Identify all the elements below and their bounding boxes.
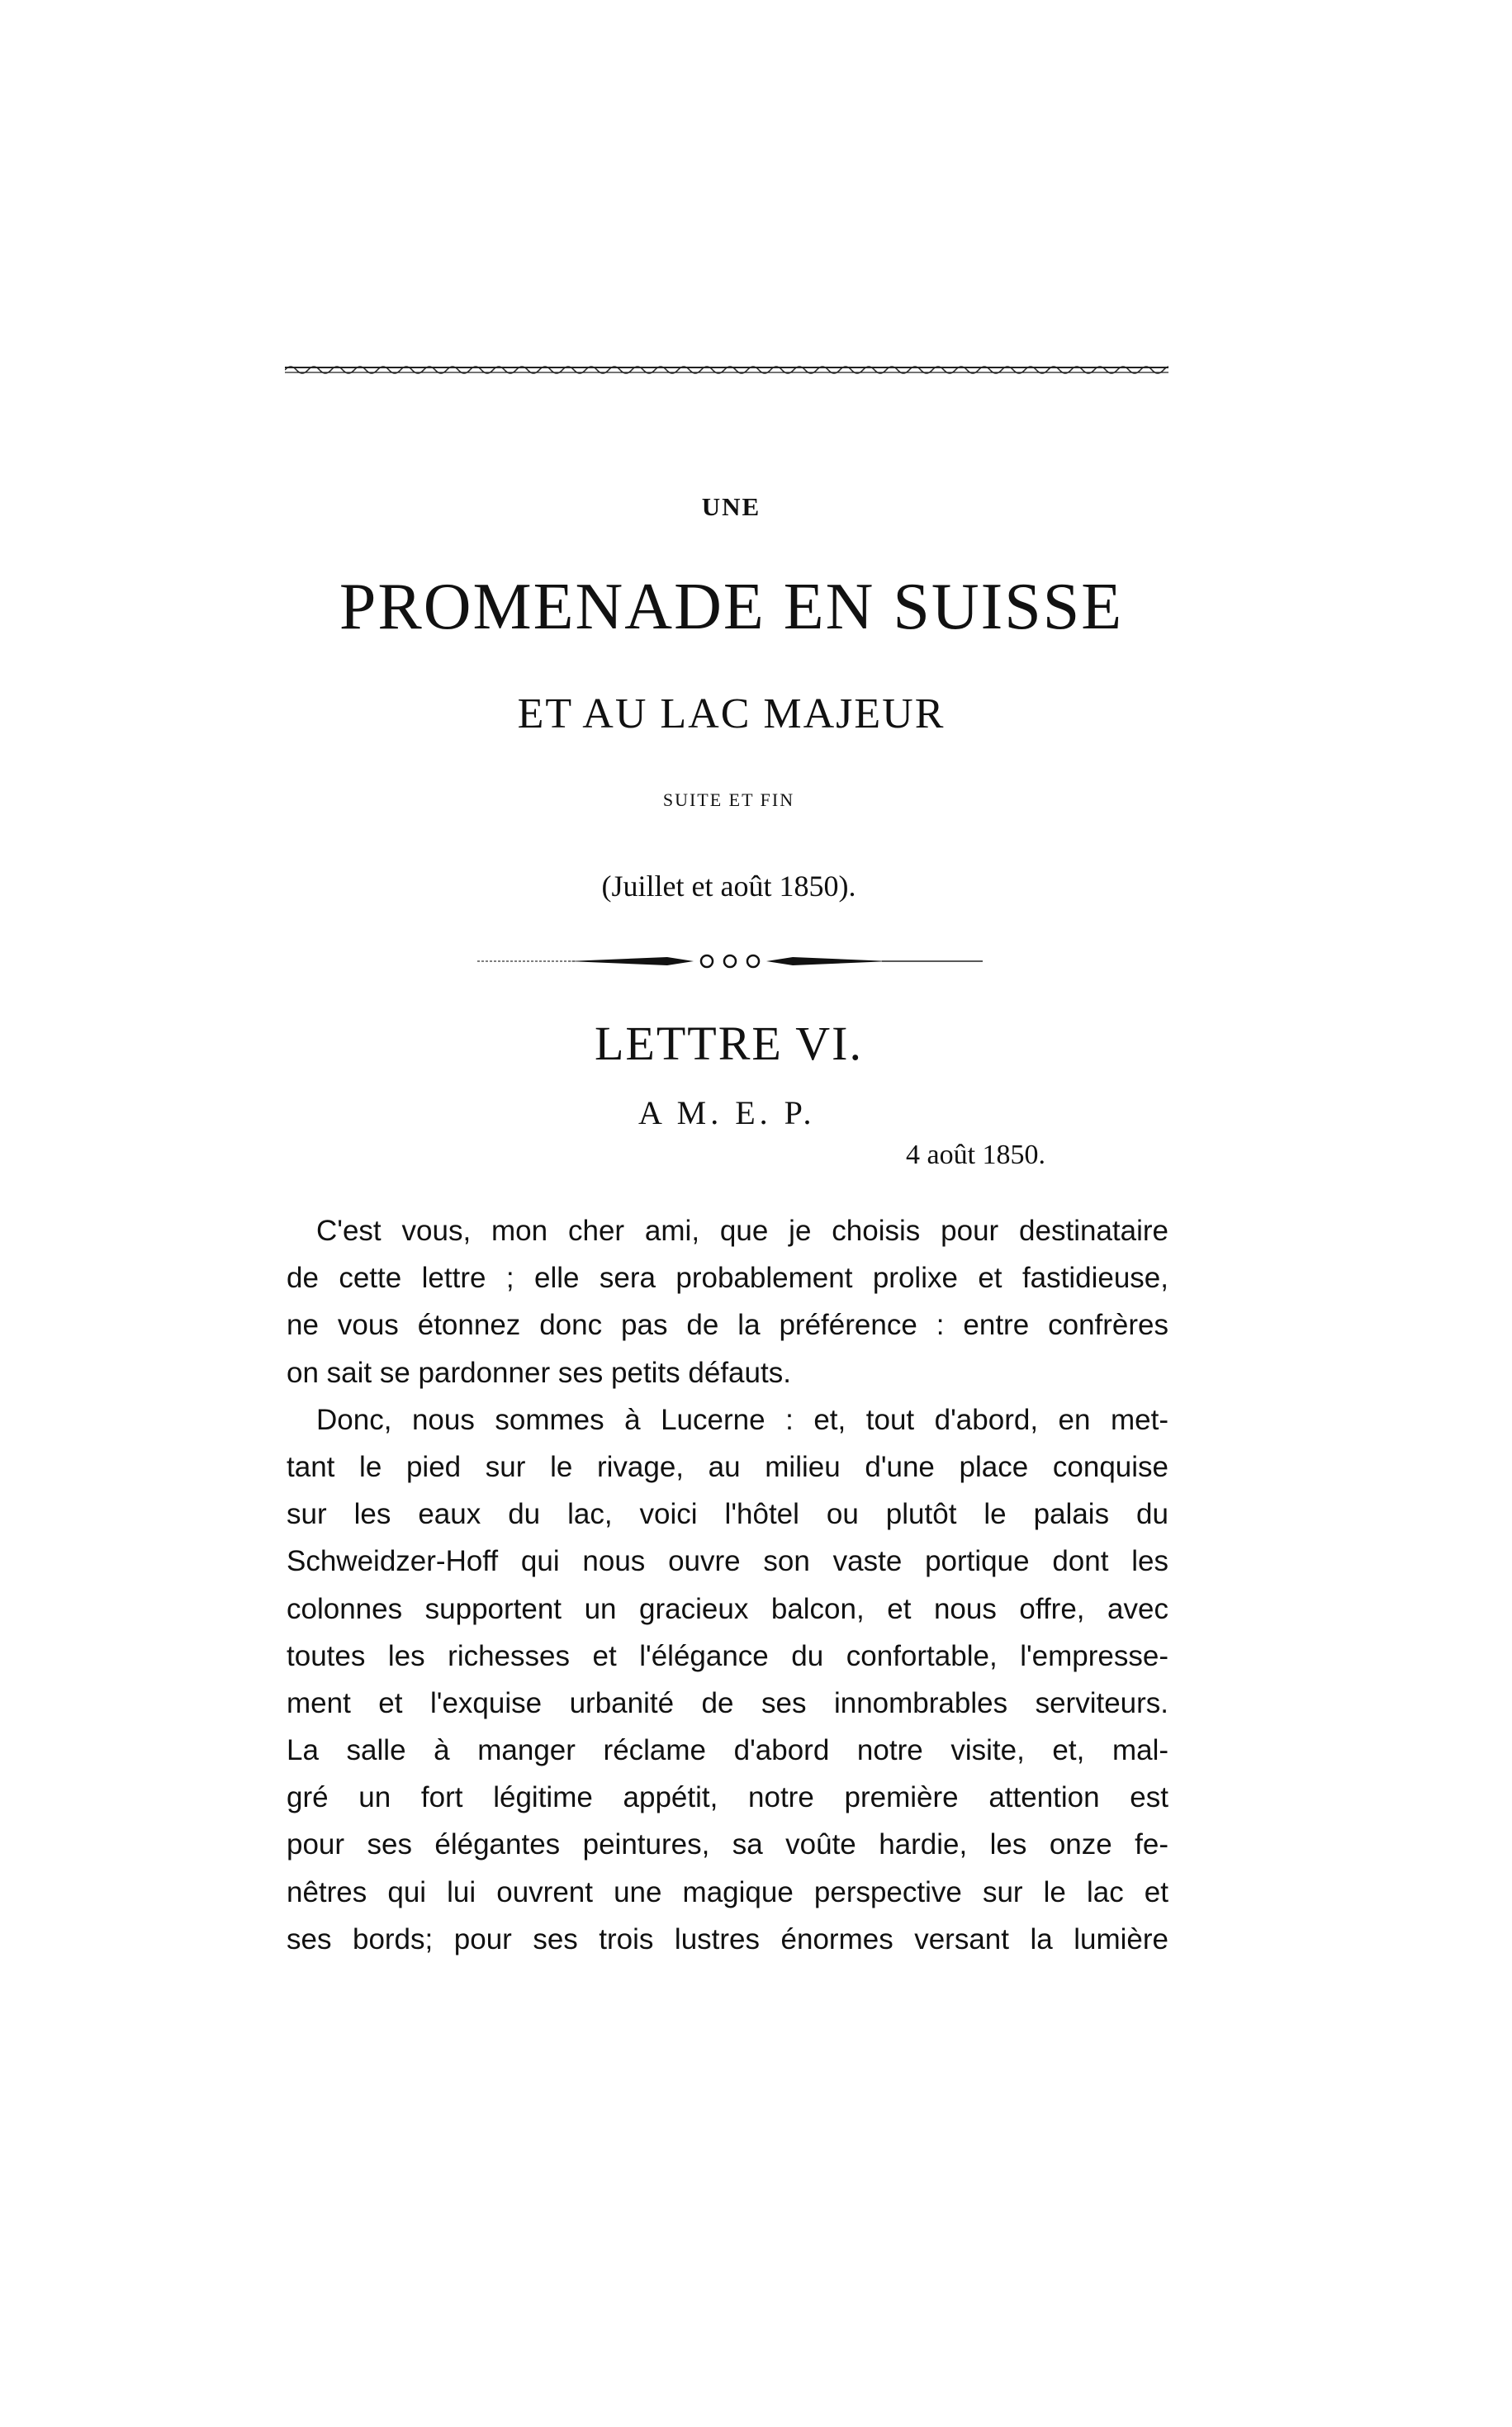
paragraph	[287, 1207, 1168, 1396]
letter-date: 4 août 1850.	[906, 1140, 1046, 1170]
text-line: tant le pied sur le rivage, au milieu d'une place conquise	[287, 1450, 1168, 1483]
text-line: gré un fort légitime appétit, notre première attention est	[287, 1781, 1168, 1814]
date-range: (Juillet et août 1850).	[601, 870, 856, 903]
letter-body	[287, 1207, 1168, 1963]
subtitle: ET AU LAC MAJEUR	[517, 690, 946, 737]
text-line: La salle à manger réclame d'abord notre visite, et, mal-	[287, 1734, 1168, 1767]
text-line: nêtres qui lui ouvrent une magique perspective sur le lac et	[287, 1875, 1168, 1908]
letter-addressee: A M. E. P.	[638, 1094, 816, 1131]
paragraph	[287, 1396, 1168, 1963]
letter-heading: LETTRE VI.	[595, 1017, 863, 1070]
text-line: toutes les richesses et l'élégance du confortable, l'empresse-	[287, 1639, 1168, 1672]
text-line: Schweidzer-Hoff qui nous ouvre son vaste portique dont les	[287, 1545, 1168, 1578]
title-kicker: UNE	[701, 492, 761, 521]
text-line: sur les eaux du lac, voici l'hôtel ou plutôt le palais du	[287, 1498, 1168, 1531]
text-line: Donc, nous sommes à Lucerne : et, tout d'abord, en met-	[316, 1403, 1168, 1436]
ornamental-divider	[477, 946, 983, 976]
text-line: on sait se pardonner ses petits défauts.	[287, 1356, 791, 1389]
text-line: ment et l'exquise urbanité de ses innombrables serviteurs.	[287, 1686, 1168, 1719]
text-line: C'est vous, mon cher ami, que je choisis pour destinataire	[316, 1215, 1168, 1247]
text-line: de cette lettre ; elle sera probablement prolixe et fastidieuse,	[287, 1262, 1168, 1295]
text-line: pour ses élégantes peintures, sa voûte hardie, les onze fe-	[287, 1828, 1168, 1861]
main-title: PROMENADE EN SUISSE	[339, 571, 1124, 643]
text-line: ses bords; pour ses trois lustres énormes versant la lumière	[287, 1922, 1168, 1955]
text-line: ne vous étonnez donc pas de la préférence : entre confrères	[287, 1309, 1168, 1342]
top-decorative-rule	[285, 357, 1168, 382]
suite-et-fin-label: SUITE ET FIN	[662, 789, 795, 810]
text-line: colonnes supportent un gracieux balcon, et nous offre, avec	[287, 1592, 1168, 1625]
